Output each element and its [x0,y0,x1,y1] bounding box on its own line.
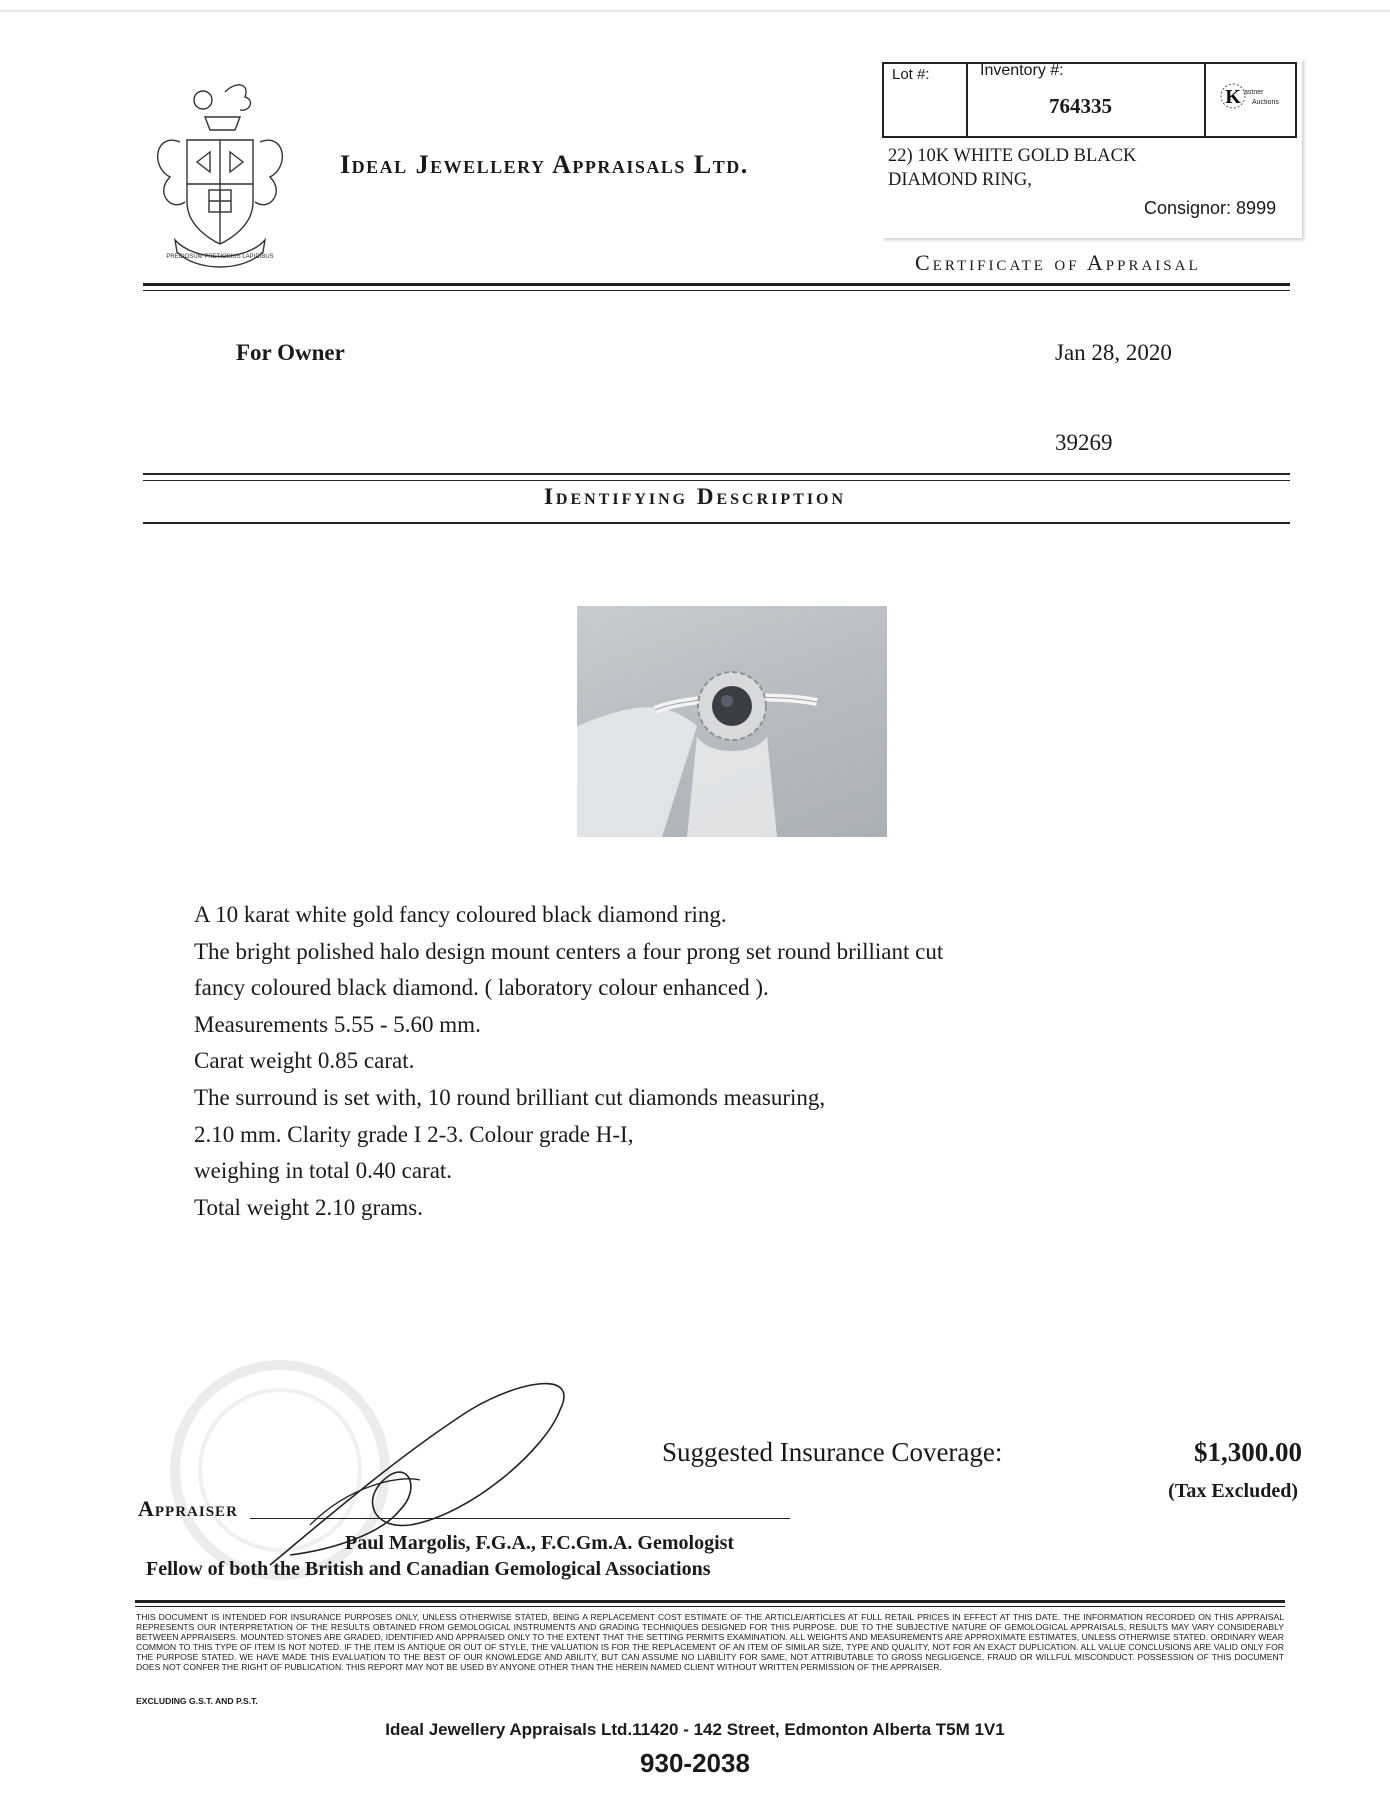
company-name: Ideal Jewellery Appraisals Ltd. [340,150,749,179]
owner-label: For Owner [236,340,345,365]
svg-text:Auctions: Auctions [1252,99,1279,106]
description-line: A 10 karat white gold fancy coloured black diamond ring. [194,902,727,927]
tag-item-line-2: DIAMOND RING, [888,170,1032,190]
tax-exclusion-note: EXCLUDING G.S.T. AND P.S.T. [136,1696,258,1706]
footer-rule [135,1600,1285,1603]
appraiser-name: Paul Margolis, F.G.A., F.C.Gm.A. Gemologist [345,1532,735,1554]
header-rule [143,283,1290,286]
tax-note: (Tax Excluded) [1168,1480,1298,1502]
signature-line [250,1518,790,1519]
crest-motto: PRECIOSUM PRETIOSIUS LAPIDIBUS [166,254,274,260]
kastner-logo [1218,76,1288,116]
lot-label: Lot #: [892,66,930,83]
description-line: The bright polished halo design mount centers a four prong set round brilliant cut [194,938,944,964]
footer-address: Ideal Jewellery Appraisals Ltd.11420 - 142 Street, Edmonton Alberta T5M 1V1 [385,1720,1005,1739]
section-rule-top [143,473,1290,475]
footer-phone: 930-2038 [640,1748,750,1778]
inventory-number: 764335 [1049,94,1112,118]
ring-photo [577,606,887,837]
description-line: fancy coloured black diamond. ( laboratory colour enhanced ). [194,975,769,1001]
appraiser-label: Appraiser [138,1496,238,1521]
crest-logo [145,72,295,272]
description-line: The surround is set with, 10 round brilliant cut diamonds measuring, [194,1084,826,1110]
certificate-number: 39269 [1055,430,1113,455]
legal-disclaimer: THIS DOCUMENT IS INTENDED FOR INSURANCE PURPOSES ONLY, UNLESS OTHERWISE STATED, BEING A REPLACEMENT COST ESTIMATE OF THE ARTICLE/ARTICLES AT FULL RETAIL PRICES IN EFFECT AT THIS DATE. THE INFORMATION RECORDED ON THIS APPRAISAL REPRESENTS OUR INTERPRETATION OF THE RESULTS OBTAINED FROM GEMOLOGICAL INSTRUMENTS AND GRADING TECHNIQUES DESIGNED FOR THIS PURPOSE. DUE TO THE SUBJECTIVE NATURE OF GEMOLOGICAL APPRAISALS, RESULTS MAY VARY CONSIDERABLY BETWEEN APPRAISERS. MOUNTED STONES ARE GRADED, IDENTIFIED AND APPRAISED ONLY TO THE EXTENT THAT THE SETTING PERMITS EXAMINATION. ALL WEIGHTS AND MEASUREMENTS ARE APPROXIMATE ESTIMATES, UNLESS OTHERWISE STATED. ORDINARY WEAR COMMON TO THIS TYPE OF ITEM IS NOT NOTED. IF THE ITEM IS ANTIQUE OR OUT OF STYLE, THE VALUATION IS FOR THE REPLACEMENT OF AN ITEM OF SIMILAR SIZE, TYPE AND QUALITY, NOT FOR AN EXACT DUPLICATION. ALL VALUE CONCLUSIONS ARE VALID ONLY FOR THE PURPOSE STATED. WE HAVE MADE THIS EVALUATION TO THE BEST OF OUR KNOWLEDGE AND ABILITY, BUT CAN ASSUME NO LIABILITY FOR SAME, NOT ATTRIBUTABLE TO GROSS NEGLIGENCE, FRAUD OR WILLFUL MISCONDUCT. POSSESSION OF THIS DOCUMENT DOES NOT CONFER THE RIGHT OF PUBLICATION. THIS REPORT MAY NOT BE USED BY ANYONE OTHER THAN THE HEREIN NAMED CLIENT WITHOUT WRITTEN PERMISSION OF THE APPRAISER. [136,1612,1284,1672]
description-line: Total weight 2.10 grams. [194,1194,423,1220]
inventory-label: Inventory #: [980,62,1064,79]
svg-text:K: K [1225,86,1241,108]
description-line: 2.10 mm. Clarity grade I 2-3. Colour grade H-I, [194,1121,634,1147]
appraisal-date: Jan 28, 2020 [1055,340,1172,365]
description-line: weighing in total 0.40 carat. [194,1158,453,1184]
description-line: Measurements 5.55 - 5.60 mm. [194,1011,481,1037]
insurance-amount: $1,300.00 [1194,1437,1302,1467]
scan-edge [0,10,1390,12]
section-title: Identifying Description [543,484,847,509]
appraiser-fellowship: Fellow of both the British and Canadian Gemological Associations [146,1558,711,1580]
certificate-title: Certificate of Appraisal [915,250,1201,275]
insurance-label: Suggested Insurance Coverage: [662,1437,1003,1467]
svg-text:astner: astner [1244,89,1264,96]
section-rule-bottom [143,522,1290,524]
description-line: Carat weight 0.85 carat. [194,1048,415,1074]
tag-item-line-1: 22) 10K WHITE GOLD BLACK [888,146,1137,166]
auction-tag [882,58,1302,238]
tag-table [882,62,1297,138]
description-block [194,897,943,1226]
tag-consignor: Consignor: 8999 [1144,198,1277,218]
